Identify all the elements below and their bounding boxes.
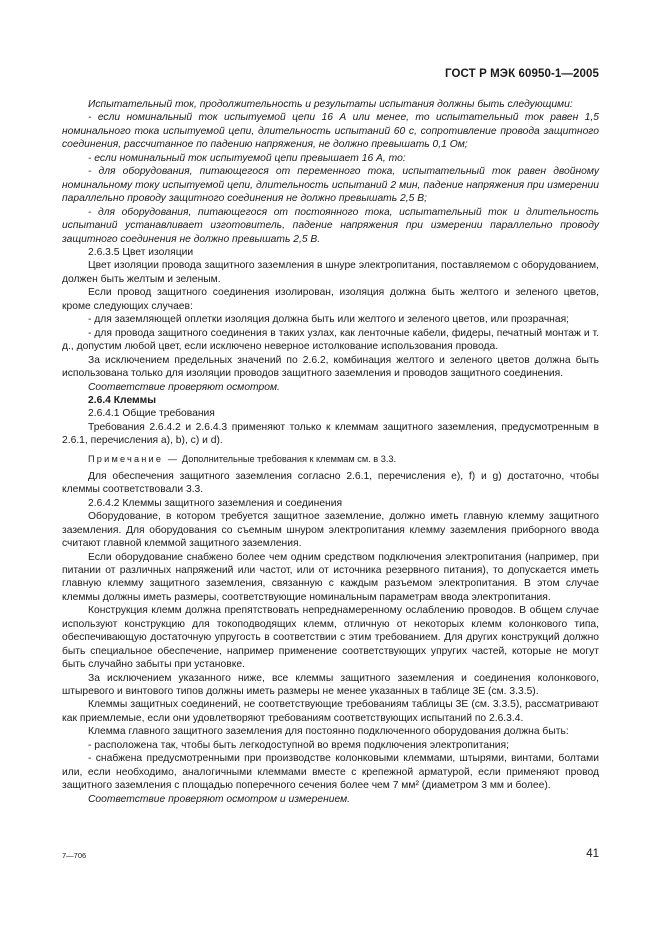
list-item: - для оборудования, питающегося от постоянного тока, испытательный ток и длительность испытаний устанавливает изготовитель, падение напряжения при измерении параллельно проводу защитного соединения не должно превышать 2,5 В.	[62, 206, 599, 245]
section-heading: 2.6.3.5 Цвет изоляции	[88, 246, 194, 258]
print-code: 7—706	[62, 851, 87, 860]
list-item: - если номинальный ток испытуемой цепи превышает 16 А, то:	[88, 152, 406, 164]
standard-header: ГОСТ Р МЭК 60950-1—2005	[445, 68, 599, 80]
note-text: Дополнительные требования к клеммам см. в 3.3.	[181, 453, 397, 464]
page-body	[62, 98, 599, 806]
section-heading: 2.6.4.1 Общие требования	[88, 408, 215, 420]
section-heading: 2.6.4.2 Клеммы защитного заземления и соединения	[88, 497, 343, 509]
list-item: - для провода защитного соединения в таких узлах, как ленточные кабели, фидеры, печатный монтаж и т. д., допустим любой цвет, если исключено неверное истолкование использования провода.	[62, 327, 599, 353]
list-item: - для оборудования, питающегося от переменного тока, испытательный ток равен двойному номинальному току испытуемой цепи, длительность испытаний 2 мин, падение напряжения при измерении параллельно проводу защитного соединения не должно превышать 2,5 В;	[62, 166, 599, 205]
compliance-statement: Соответствие проверяют осмотром.	[88, 381, 280, 393]
list-item: - расположена так, чтобы быть легкодоступной во время подключения электропитания;	[88, 739, 509, 751]
paragraph: Клемма главного защитного заземления для постоянно подключенного оборудования должна быть:	[88, 726, 569, 738]
list-item: - для заземляющей оплетки изоляция должна быть или желтого и зеленого цветов, или прозрачная;	[88, 314, 570, 326]
note-label: Примечание —	[88, 453, 180, 464]
paragraph: Для обеспечения защитного заземления согласно 2.6.1, перечисления е), f) и g) достаточно, чтобы клеммы соответствовали 3.3.	[62, 470, 599, 496]
paragraph: Конструкция клемм должна препятствовать непреднамеренному ослаблению проводов. В общем случае используют конструкцию для токоподводящих клемм, отличную от некоторых клемм колонкового типа, обеспечивающую достаточную упругость в соответствии с этим требованием. Для других конструкций должно быть специальное обеспечение, например применение соответствующих упругих частей, которые не могут быть случайно забыты при установке.	[62, 605, 599, 671]
paragraph: Если провод защитного соединения изолирован, изоляция должна быть желтого и зеленого цветов, кроме следующих случаев:	[62, 287, 599, 312]
page-number: 41	[586, 848, 599, 860]
list-item: - если номинальный ток испытуемой цепи 16 А или менее, то испытательный ток равен 1,5 номинального тока испытуемой цепи, длительность испытаний 60 с, сопротивление провода защитного соединения, рассчитанное по падению напряжения, не должно превышать 0,1 Ом;	[62, 112, 599, 151]
paragraph: Испытательный ток, продолжительность и результаты испытания должны быть следующими:	[88, 99, 573, 110]
note	[62, 453, 599, 465]
paragraph: Если оборудование снабжено более чем одним средством подключения электропитания (например, при питании от различных напряжений или частот, или от источника резервного питания), то допускается иметь главную клемму защитного заземления, связанную с каждым разъемом электропитания. В этом случае клеммы должны иметь размеры, соответствующие номинальным параметрам ввода электропитания.	[62, 551, 599, 603]
compliance-statement: Соответствие проверяют осмотром и измерением.	[88, 793, 351, 805]
paragraph: За исключением указанного ниже, все клеммы защитного заземления и соединения колонкового, штыревого и винтового типов должны иметь размеры не менее указанных в таблице 3Е (см. 3.3.5).	[62, 672, 599, 698]
paragraph: Клеммы защитных соединений, не соответствующие требованиям таблицы 3Е (см. 3.3.5), рассматривают как приемлемые, если они удовлетворяют требованиям соответствующих испытаний по 2.6.3.4.	[62, 699, 599, 724]
paragraph: Цвет изоляции провода защитного заземления в шнуре электропитания, поставляемом с оборудованием, должен быть желтым и зеленым.	[62, 260, 599, 285]
list-item: - снабжена предусмотренными при производстве колонковыми клеммами, штырями, винтами, болтами или, если необходимо, аналогичными клеммами вместе с крепежной арматурой, если применяют провод защитного заземления с площадью поперечного сечения более чем 7 мм² (диаметром 3 мм и более).	[62, 753, 599, 792]
section-heading: 2.6.4 Клеммы	[88, 394, 157, 406]
paragraph: Требования 2.6.4.2 и 2.6.4.3 применяют только к клеммам защитного заземления, предусмотренным в 2.6.1, перечисления а), b), с) и d).	[62, 421, 599, 447]
paragraph: За исключением предельных значений по 2.6.2, комбинация желтого и зеленого цветов должна быть использована только для изоляции проводов защитного заземления и проводов защитного соединения.	[62, 354, 599, 380]
paragraph: Оборудование, в котором требуется защитное заземление, должно иметь главную клемму защитного заземления. Для оборудования со съемным шнуром электропитания клемму заземления приборного ввода считают главной клеммой защитного заземления.	[62, 511, 599, 550]
